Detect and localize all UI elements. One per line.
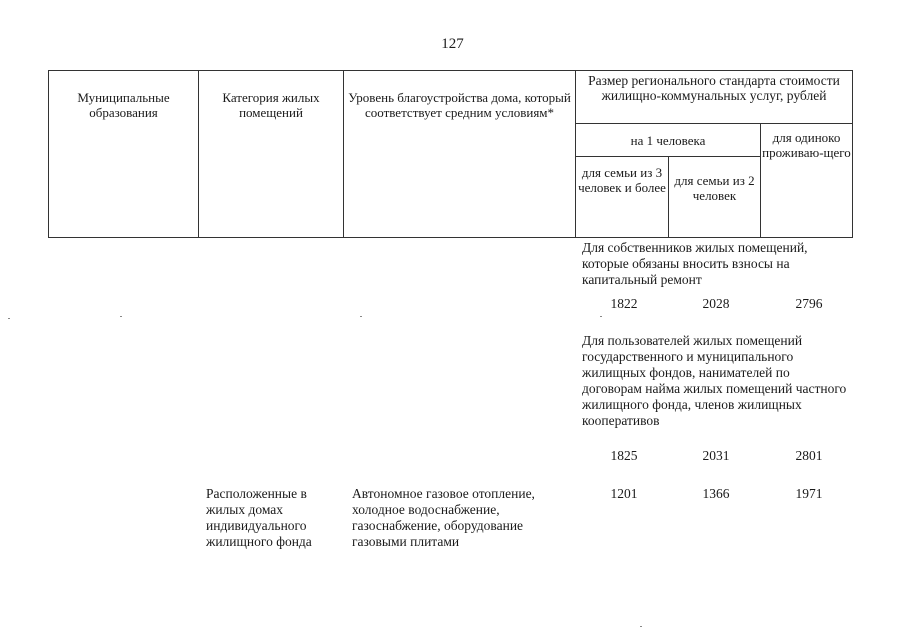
value-users-family3: 1825 — [610, 448, 638, 463]
value-users-single: 2801 — [795, 448, 823, 463]
value-owners-family2: 2028 — [702, 296, 730, 311]
section-caption-owners: Для собственников жилых помещений, которые обязаны вносить взносы на капитальный ремонт — [582, 240, 808, 287]
header-family-3: для семьи из 3 человек и более — [576, 157, 669, 238]
value-row-single: 1971 — [795, 486, 823, 501]
value-users-family2: 2031 — [702, 448, 730, 463]
section-caption-users: Для пользователей жилых помещений государственного и муниципального жилищных фондов, нанимателей по договорам найма жилых помещений частного жилищного фонда, членов жилищных кооперативов — [582, 333, 847, 428]
header-family-2: для семьи из 2 человек — [669, 157, 761, 238]
header-table — [48, 70, 853, 238]
scan-speck — [640, 626, 642, 627]
header-per-person: на 1 человека — [576, 124, 761, 157]
value-owners-single: 2796 — [795, 296, 823, 311]
scan-speck — [120, 316, 122, 317]
scan-speck — [360, 316, 362, 317]
header-standard: Размер регионального стандарта стоимости жилищно-коммунальных услуг, рублей — [576, 71, 853, 124]
row-category: Расположенные в жилых домах индивидуального жилищного фонда — [206, 486, 312, 549]
header-category: Категория жилых помещений — [199, 71, 344, 238]
row-level: Автономное газовое отопление, холодное водоснабжение, газоснабжение, оборудование газовыми плитами — [352, 486, 535, 549]
scan-speck — [600, 316, 602, 317]
value-row-family2: 1366 — [702, 486, 730, 501]
value-row-family3: 1201 — [610, 486, 638, 501]
header-municipal: Муниципальные образования — [49, 71, 199, 238]
value-owners-family3: 1822 — [610, 296, 638, 311]
page-number: 127 — [441, 36, 464, 52]
scan-speck — [8, 318, 10, 319]
header-single: для одиноко проживаю-щего — [761, 124, 853, 238]
header-level: Уровень благоустройства дома, который соответствует средним условиям* — [344, 71, 576, 238]
